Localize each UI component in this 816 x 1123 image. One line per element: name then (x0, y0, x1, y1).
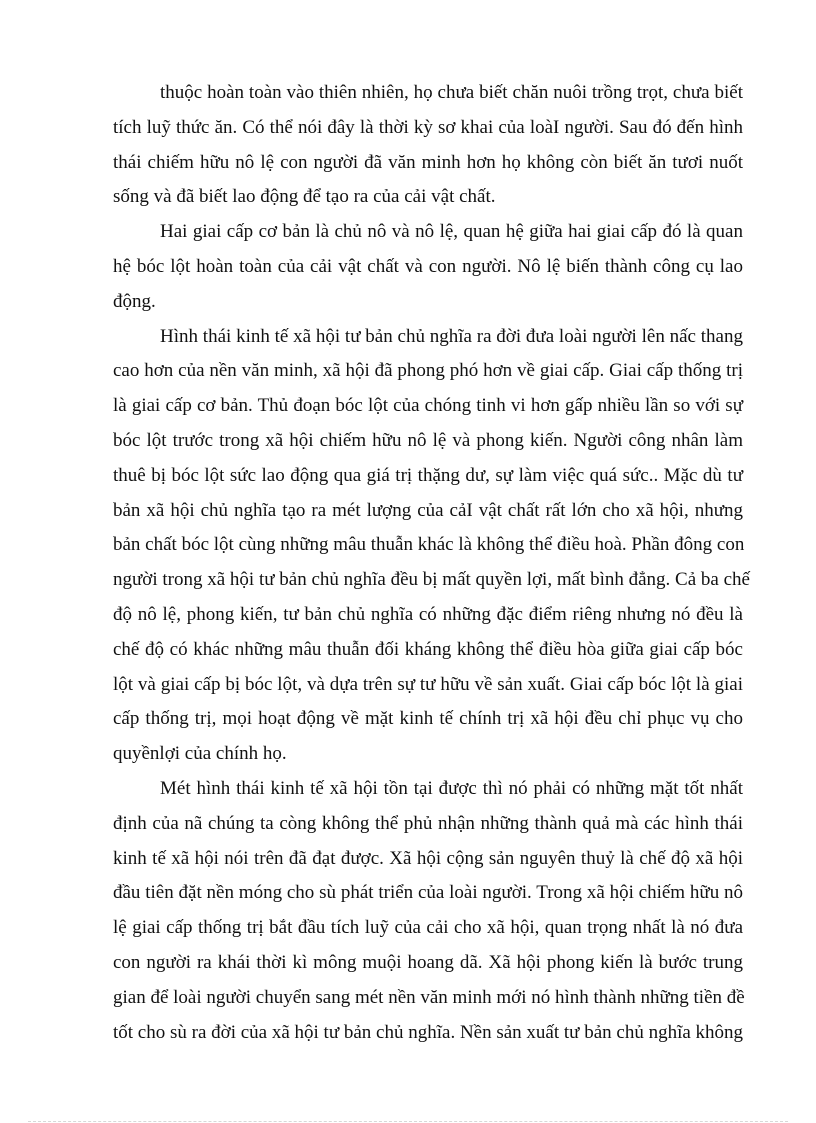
text-line: độ nô lệ, phong kiến, tư bản chủ nghĩa có những đặc điểm riêng nhưng nó đều là (113, 603, 743, 625)
text-line: cấp thống trị, mọi hoạt động về mặt kinh tế chính trị xã hội đều chỉ phục vụ cho (113, 708, 743, 730)
text-line: lệ giai cấp thống trị bắt đầu tích luỹ của cải cho xã hội, quan trọng nhất là nó đưa (113, 917, 743, 939)
text-line: Mét hình thái kinh tế xã hội tồn tại được thì nó phải có những mặt tốt nhất (160, 777, 743, 799)
text-line: sống và đã biết lao động để tạo ra của cải vật chất. (113, 186, 496, 208)
text-line: tích luỹ thức ăn. Có thể nói đây là thời kỳ sơ khai của loàI người. Sau đó đến hình (113, 116, 743, 138)
page-bottom-border (28, 1121, 788, 1122)
text-line: bản chất bóc lột cùng những mâu thuẫn khác là không thể điều hoà. Phần đông con (113, 534, 745, 556)
text-line: kinh tế xã hội nói trên đã đạt được. Xã hội cộng sản nguyên thuỷ là chế độ xã hội (113, 847, 743, 869)
text-line: con người ra khái thời kì mông muội hoang dã. Xã hội phong kiến là bước trung (113, 951, 743, 973)
text-line: Hình thái kinh tế xã hội tư bản chủ nghĩa ra đời đưa loài người lên nấc thang (160, 325, 743, 347)
text-line: gian để loài người chuyển sang mét nền văn minh mới nó hình thành những tiền đề (113, 986, 745, 1008)
text-line: thuộc hoàn toàn vào thiên nhiên, họ chưa biết chăn nuôi trồng trọt, chưa biết (160, 82, 743, 103)
paragraph-4 (113, 772, 743, 1050)
text-line: lột và giai cấp bị bóc lột, và dựa trên sự tư hữu về sản xuất. Giai cấp bóc lột là giai (113, 673, 743, 695)
text-line: Hai giai cấp cơ bản là chủ nô và nô lệ, quan hệ giữa hai giai cấp đó là quan (160, 221, 743, 243)
text-line: hệ bóc lột hoàn toàn của cải vật chất và con người. Nô lệ biến thành công cụ lao (113, 255, 743, 277)
text-line: quyềnlợi của chính họ. (113, 743, 287, 765)
text-line: thái chiếm hữu nô lệ con người đã văn minh hơn họ không còn biết ăn tươi nuốt (113, 151, 743, 173)
text-line: thuê bị bóc lột sức lao động qua giá trị thặng dư, sự làm việc quá sức.. Mặc dù tư (113, 464, 743, 486)
text-line: tốt cho sù ra đời của xã hội tư bản chủ nghĩa. Nền sản xuất tư bản chủ nghĩa không (113, 1021, 744, 1043)
text-line: là giai cấp cơ bản. Thủ đoạn bóc lột của chóng tinh vi hơn gấp nhiều lần so với sự (113, 395, 743, 417)
text-line: bản xã hội chủ nghĩa tạo ra mét lượng của cảI vật chất rất lớn cho xã hội, nhưng (113, 499, 743, 521)
text-line: đầu tiên đặt nền móng cho sù phát triển của loài người. Trong xã hội chiếm hữu nô (113, 882, 743, 904)
paragraph-1 (113, 76, 743, 215)
paragraph-2 (113, 215, 743, 319)
text-line: chế độ có khác những mâu thuẫn đối kháng không thể điều hòa giữa giai cấp bóc (113, 638, 743, 660)
paragraph-3 (113, 320, 750, 772)
text-line: cao hơn của nền văn minh, xã hội đã phong phó hơn về giai cấp. Giai cấp thống trị (113, 360, 743, 382)
text-line: bóc lột trước trong xã hội chiếm hữu nô lệ và phong kiến. Người công nhân làm (113, 429, 743, 451)
body-text (113, 76, 750, 1050)
text-line: định của nã chúng ta còng không thể phủ nhận những thành quả mà các hình thái (113, 812, 743, 834)
text-line: người trong xã hội tư bản chủ nghĩa đều bị mất quyền lợi, mất bình đẳng. Cả ba chế (113, 569, 750, 591)
text-line: động. (113, 290, 156, 312)
